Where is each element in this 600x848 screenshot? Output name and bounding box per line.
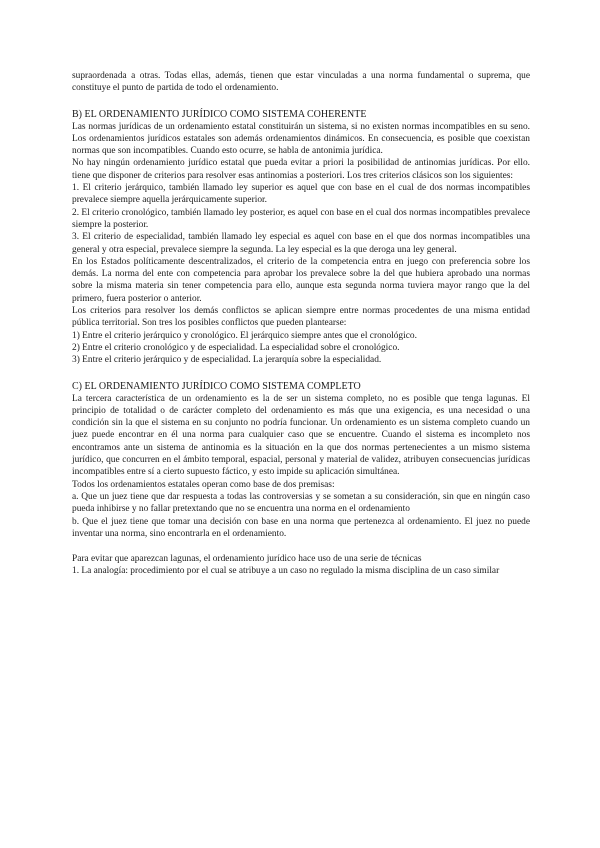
intro-paragraph: supraordenada a otras. Todas ellas, además, tienen que estar vinculadas a una norma fundamental o suprema, que constituye el punto de partida de todo el ordenamiento. [72, 71, 530, 94]
criterion-item: 3. El criterio de especialidad, también llamado ley especial es aquel con base en el que dos normas incompatibles una general y otra especial, prevalece siempre la segunda. La ley especial es la que deroga una ley general. [72, 232, 530, 255]
conflict-item: 2) Entre el criterio cronológico y de especialidad. La especialidad sobre el cronológico. [72, 342, 400, 353]
paragraph: No hay ningún ordenamiento jurídico estatal que pueda evitar a priori la posibilidad de antinomias jurídicas. Por ello. tiene que disponer de criterios para resolver esas antinomias a posteriori. Los tres criterios clásicos son los siguientes: [72, 158, 530, 181]
document-page [72, 70, 530, 578]
section-b-heading: B) EL ORDENAMIENTO JURÍDICO COMO SISTEMA COHERENTE [72, 108, 367, 120]
premise-item: b. Que el juez tiene que tomar una decisión con base en una norma que pertenezca al ordenamiento. El juez no puede inventar una norma, sino encontrarla en el ordenamiento. [72, 516, 530, 539]
paragraph: Todos los ordenamientos estatales operan como base de dos premisas: [72, 479, 335, 490]
conflict-item: 3) Entre el criterio jerárquico y de especialidad. La jerarquía sobre la especialidad. [72, 355, 382, 366]
technique-item: 1. La analogía: procedimiento por el cual se atribuye a un caso no regulado la misma disciplina de un caso similar [72, 566, 500, 577]
section-c-heading: C) EL ORDENAMIENTO JURÍDICO COMO SISTEMA COMPLETO [72, 380, 361, 392]
paragraph: Los criterios para resolver los demás conflictos se aplican siempre entre normas procedentes de una misma entidad pública territorial. Son tres los posibles conflictos que pueden plantearse: [72, 306, 530, 329]
paragraph: En los Estados políticamente descentralizados, el criterio de la competencia entra en juego con preferencia sobre los demás. La norma del ente con competencia para aprobar los prevalece sobre la del que hubiera aprobado una normas sobre la misma materia sin tener competencia para ello, aunque esta segunda norma tuviera mayor rango que la del primero, fuera posterior o anterior. [72, 256, 530, 304]
criterion-item: 2. El criterio cronológico, también llamado ley posterior, es aquel con base en el cual dos normas incompatibles prevalece siempre la posterior. [72, 207, 530, 230]
paragraph: Para evitar que aparezcan lagunas, el ordenamiento jurídico hace uso de una serie de técnicas [72, 554, 422, 565]
paragraph: Las normas jurídicas de un ordenamiento estatal constituirán un sistema, si no existen normas incompatibles en su seno. Los ordenamientos jurídicos estatales son además ordenamientos dinámicos. En consecuencia, es posible que coexistan normas que son incompatibles. Cuando esto ocurre, se habla de antonimia jurídica. [72, 121, 530, 157]
paragraph: La tercera característica de un ordenamiento es la de ser un sistema completo, no es posible que tenga lagunas. El principio de totalidad o de carácter completo del ordenamiento es más que una exigencia, es una necesidad o una condición sin la que el sistema en su conjunto no podría funcionar. Un ordenamiento es un sistema completo cuando un juez puede encontrar en él una norma para cualquier caso que se encuentre. Cuando el sistema es incompleto nos encontramos ante un sistema de antinomia es la situación en la que dos normas pertenecientes a un mismo sistema jurídico, que concurren en el ámbito temporal, espacial, personal y material de validez, atribuyen consecuencias jurídicas incompatibles entre sí a cierto supuesto fáctico, y esto impide su aplicación simultánea. [72, 393, 530, 478]
conflict-item: 1) Entre el criterio jerárquico y cronológico. El jerárquico siempre antes que el cronológico. [72, 330, 417, 341]
premise-item: a. Que un juez tiene que dar respuesta a todas las controversias y se sometan a su consideración, sin que en ningún caso pueda inhibirse y no fallar pretextando que no se encuentra una norma en el ordenamiento [72, 491, 530, 515]
criterion-item: 1. El criterio jerárquico, también llamado ley superior es aquel que con base en el cual de dos normas incompatibles prevalece siempre aquella jerárquicamente superior. [72, 183, 530, 206]
